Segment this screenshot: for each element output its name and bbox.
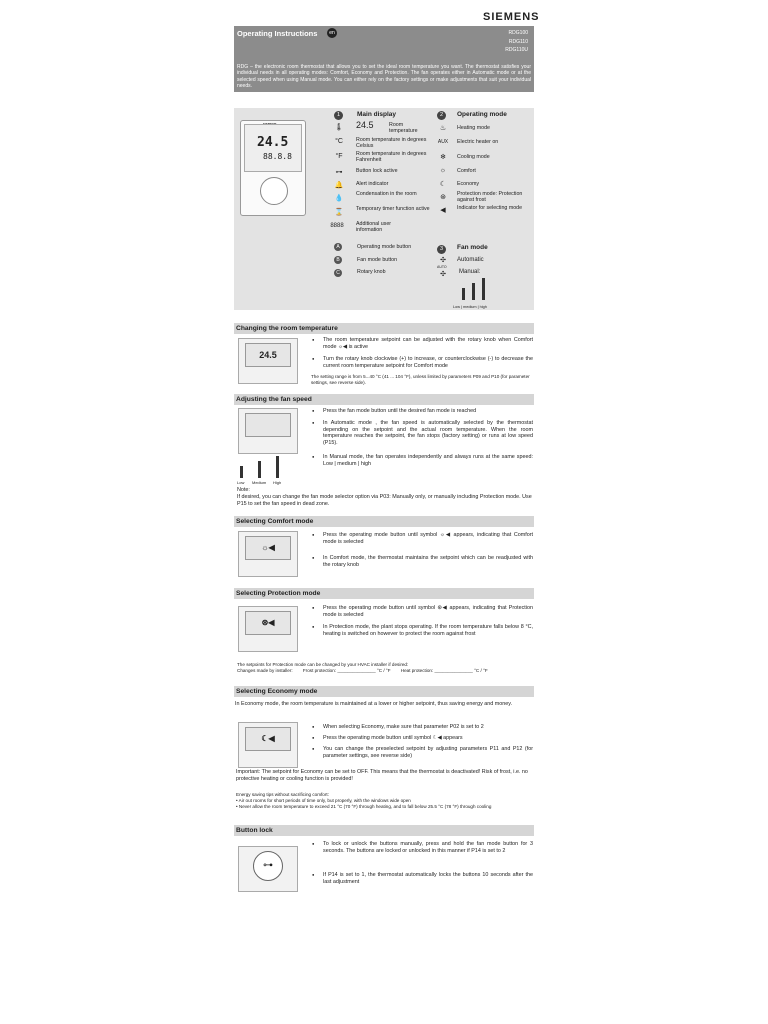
display-sample: 24.5 xyxy=(356,120,374,130)
fan-icon: ✣ xyxy=(440,257,446,264)
legend-label: Protection mode: Protection against frost xyxy=(457,191,523,204)
important-note: Important: The setpoint for Economy can be set to OFF. This means that the thermostat is deactivated! Risk of frost, i.e. no protective heating or cooling function is provided! xyxy=(236,769,528,782)
overview-panel xyxy=(234,108,534,310)
section-heading: Selecting Comfort mode xyxy=(234,516,534,527)
thumbnail-screen: ☼◀ xyxy=(245,536,291,560)
thumbnail-screen xyxy=(245,413,291,437)
auto-tag: AUTO xyxy=(437,265,447,269)
legend-label: Operating mode button xyxy=(357,244,412,250)
legend-label: Room temperature in degrees Celsius xyxy=(356,137,427,150)
cooling-icon: ❄ xyxy=(440,154,446,161)
bell-icon: 🔔 xyxy=(334,182,344,189)
key-icon: ⊶ xyxy=(253,851,283,881)
bullet-text: ● The room temperature setpoint can be adjusted with the rotary knob when Comfort mode ☼◀ is active xyxy=(323,337,533,350)
bullet-text: ● In Protection mode, the plant stops operating. If the room temperature falls below 8 °C, heating is switched on however to protect the room against frost xyxy=(323,624,533,637)
device-lcd xyxy=(244,124,302,172)
thermostat-thumbnail xyxy=(238,531,298,577)
thumbnail-screen: ⊛◀ xyxy=(245,611,291,635)
model-item: RDG110 xyxy=(508,38,528,45)
thumbnail-screen: 24.5 xyxy=(245,343,291,367)
note-text: The setpoints for Protection mode can be changed by your HVAC installer if desired: xyxy=(237,662,409,667)
legend-label: Heating mode xyxy=(457,125,490,131)
economy-icon: ☾ xyxy=(439,181,447,188)
bullet-text: ● In Comfort mode, the thermostat maintains the setpoint which can be readjusted with the rotary knob xyxy=(323,555,533,568)
fan-speed-bars xyxy=(460,278,490,300)
comfort-icon: ☼ xyxy=(439,167,447,174)
model-item: RDG100 xyxy=(508,30,528,36)
brand-logo: SIEMENS xyxy=(483,11,540,23)
button-letter-badge: C xyxy=(334,269,342,277)
droplet-icon: 💧 xyxy=(334,195,344,202)
speed-label: Low xyxy=(237,480,245,485)
legend-label: Temporary timer function active xyxy=(356,206,430,212)
aux-icon: AUX xyxy=(437,139,449,145)
model-item: RDG110U xyxy=(505,47,528,53)
bullet-text: ● In Automatic mode , the fan speed is automatically selected by the thermostat depending on the setpoint and the actual room temperature. When the room temperature reaches the setpoint, the fan stops (factory setting) or runs at low speed (P15). xyxy=(323,420,533,446)
note-heading: Note: xyxy=(237,487,250,493)
legend-label: Room temperature in degrees Fahrenheit xyxy=(356,151,427,164)
bullet-text: ● To lock or unlock the buttons manually, press and hold the fan mode button for 3 seconds. The buttons are locked or unlocked in this manner if P14 is set to 2 xyxy=(323,841,533,854)
tips-heading: Energy saving tips without sacrificing comfort: xyxy=(236,792,329,797)
arrow-left-icon: ◀ xyxy=(440,207,446,214)
number-badge: 2 xyxy=(437,111,446,120)
note-text: If desired, you can change the fan mode selector option via P03: Manually only, or manually including Protection mode. Use P15 to set the fan speed in dead zone. xyxy=(237,494,532,507)
bullet-text: ● Press the fan mode button until the desired fan mode is reached xyxy=(323,408,533,415)
section-heading: Selecting Protection mode xyxy=(234,588,534,599)
model-list xyxy=(505,29,528,55)
button-letter-badge: A xyxy=(334,243,342,251)
bullet-text: ● Press the operating mode button until symbol ☾◀ appears xyxy=(323,735,533,742)
lcd-temperature: 24.5 xyxy=(257,135,289,150)
thermostat-thumbnail xyxy=(238,408,298,454)
legend-label: Comfort xyxy=(457,168,476,174)
section-heading: Changing the room temperature xyxy=(234,323,534,334)
legend-label: Economy xyxy=(457,181,480,187)
intro-text: RDG – the electronic room thermostat that allows you to set the ideal room temperature you want. The thermostat satisfies your individual needs in all operating modes: Comfort, Economy and Protection. The fan operates either in Automatic mode or at the selected speed when using Manual mode. You can either rely on the factory settings or make adjustments that suit your individual needs. xyxy=(237,64,531,89)
doc-title: Operating Instructions xyxy=(237,29,318,38)
legend-label: Room temperature xyxy=(389,122,418,135)
hourglass-icon: ⌛ xyxy=(334,209,344,216)
bullet-text: ● If P14 is set to 1, the thermostat automatically locks the buttons 10 seconds after the last adjustment xyxy=(323,872,533,885)
bullet-text: ● In Manual mode, the fan operates independently and always runs at the same speed: Low | medium | high xyxy=(323,454,533,467)
header-banner xyxy=(234,26,534,92)
legend-label: Cooling mode xyxy=(457,154,490,160)
celsius-symbol: °C xyxy=(335,138,343,145)
operating-mode-heading: Operating mode xyxy=(457,111,507,118)
thumbnail-screen: ☾◀ xyxy=(245,727,291,751)
fahrenheit-symbol: °F xyxy=(335,153,343,160)
section-heading: Adjusting the fan speed xyxy=(234,394,534,405)
fan-speed-illustration xyxy=(238,456,288,478)
fan-icon: ✣ xyxy=(440,271,446,278)
legend-label: Condensation in the room xyxy=(356,191,417,197)
bullet-text: ● When selecting Economy, make sure that parameter P02 is set to 2 xyxy=(323,724,533,731)
tip-text: • Air out rooms for short periods of time only, but properly, with the windows wide open xyxy=(236,798,411,803)
legend-label: Fan mode button xyxy=(357,257,398,263)
legend-label: Indicator for selecting mode xyxy=(457,205,523,211)
thermostat-thumbnail xyxy=(238,722,298,768)
bullet-text: ● You can change the preselected setpoint by adjusting parameters P11 and P12 (for parameter settings, see reverse side) xyxy=(323,746,533,759)
section-heading: Selecting Economy mode xyxy=(234,686,534,697)
protection-icon: ⊛ xyxy=(440,194,446,201)
thermostat-thumbnail xyxy=(238,846,298,892)
section-heading: Button lock xyxy=(234,825,534,836)
fan-manual-label: Manual: xyxy=(459,269,481,275)
bullet-text: ● Press the operating mode button until symbol ⊛◀ appears, indicating that Protection mode is selected xyxy=(323,605,533,618)
thermometer-icon: 🌡 xyxy=(334,124,344,131)
installer-fields: Changes made by installer: Frost protection: _______________ °C / °F Heat protection: _______________ °C / °F xyxy=(237,668,488,673)
number-badge: 1 xyxy=(334,111,343,120)
rotary-knob-illustration xyxy=(260,177,288,205)
lcd-digits: 88.8.8 xyxy=(263,152,292,161)
language-badge: en xyxy=(327,28,337,38)
legend-label: Alert indicator xyxy=(356,181,389,187)
main-display-heading: Main display xyxy=(357,111,397,118)
bullet-text: ● Turn the rotary knob clockwise (+) to increase, or counterclockwise (-) to decrease the current room temperature setpoint for Comfort mode xyxy=(323,356,533,369)
number-badge: 3 xyxy=(437,245,446,254)
legend-label: Button lock active xyxy=(356,168,398,174)
speed-label: Medium xyxy=(252,480,267,485)
legend-label: Rotary knob xyxy=(357,269,386,275)
fan-mode-heading: Fan mode xyxy=(457,244,488,251)
button-letter-badge: B xyxy=(334,256,342,264)
fan-speeds-caption: Low | medium | high xyxy=(453,305,487,309)
speed-label: High xyxy=(273,480,282,485)
heating-icon: ♨ xyxy=(439,125,447,132)
thermostat-thumbnail xyxy=(238,338,298,384)
key-icon: ⊶ xyxy=(335,169,343,176)
thermostat-thumbnail xyxy=(238,606,298,652)
bullet-text: ● Press the operating mode button until symbol ☼◀ appears, indicating that Comfort mode is selected xyxy=(323,532,533,545)
legend-label: Electric heater on xyxy=(457,139,499,145)
thermostat-device-illustration xyxy=(240,120,306,216)
tip-text: • Never allow the room temperature to exceed 21 °C (70 °F) through heating, and to fall below 25.5 °C (78 °F) through cooling xyxy=(236,804,492,809)
digits-symbol: 8888 xyxy=(330,223,344,229)
legend-label: Additional user information xyxy=(356,221,392,234)
fan-auto-label: Automatic xyxy=(457,257,484,263)
note-text: The setting range is from 5...40 °C (41 ... 104 °F), unless limited by parameters P09 and P10 (for parameter settings, see reverse side). xyxy=(311,374,530,385)
economy-intro: In Economy mode, the room temperature is maintained at a lower or higher setpoint, thus saving energy and money. xyxy=(235,701,513,707)
